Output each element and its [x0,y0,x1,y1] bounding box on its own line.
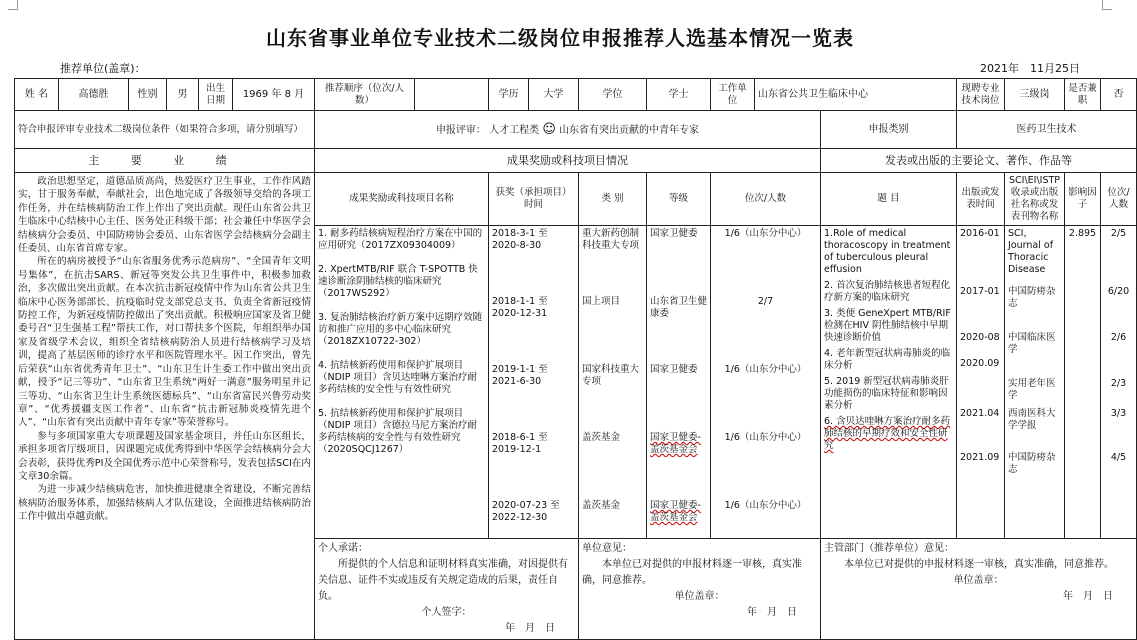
unit-seal-label: 单位盖章： [674,591,725,602]
page-corner-mark [1102,0,1112,10]
achievement-paragraph: 参与多项国家重大专项课题及国家基金项目，并任山东区组长，承担多项省厅级项目，因课题完成优秀得到中华医学会结核病分会大会表彰，获得优秀PI及全国优秀示范中心荣誉称号，发表包括SCI在内文章30余篇。 [18,430,311,482]
achievement-paragraph: 政治思想坚定，道德品质高尚，热爱医疗卫生事业，工作作风踏实，甘于服务奉献，奉献社会，出色地完成了各级领导交给的各项工作任务，并在结核病防治工作上作出了突出贡献。现任山东省公共卫生临床中心结核中心主任、医务处正科级干部；社会兼任中华医学会结核病分会委员、中国防痨协会委员、山东省医学会结核病分会副主任委员、山东省首席专家。 [18,176,311,255]
unit-opinion-label: 单位意见： [582,543,633,554]
education-label: 学历 [489,79,529,111]
achievement-paragraph: 所在的病房被授予“山东省服务优秀示范病房”、“全国青年文明号集体”，在抗击SARS、新冠等突发公共卫生事件中，积极参加救治，多次做出突出贡献。在本次抗击新冠疫情中作为山东省公共卫生临床中心医务部部长、抗疫临时党支部党总支书、负责全省新冠疫情防控工作，为新冠疫情防控做出了突出贡献。积极响应国家及省卫健委号召“卫生强基工程”帮扶工作，对口帮扶多个医院，年组织举办国家及省级学术会议，组织全省结核病防治人员进行结核病学习及培训，提高了基层医师的诊疗水平和医院管理水平。因工作突出，曾先后荣获“山东省优秀青年卫士”、“山东卫生计生委工作中做出突出贡献，授予“记三等功”、“山东省卫生系统“两好一满意”服务明星并记三等功、“山东省卫生计生系统医德标兵”、“山东省富民兴鲁劳动奖章”、“优秀援疆支医工作者”、山东省“抗击新冠肺炎疫情先进个人”、“山东省有突出贡献中青年专家”等荣誉称号。 [18,256,311,429]
paper-titles-col [821,226,957,539]
order-value [415,79,489,111]
paper-journal: 中国防痨杂志 [1008,452,1056,475]
paper-time: 2021.04 [960,408,1000,419]
award-name: 4. 抗结核新药使用和保护扩展项目（NDIP 项目）含贝达喹啉方案治疗耐多药结核的安全性与有效性研究 [318,360,477,395]
dept-date: 年 月 日 [1063,591,1114,602]
current-post-label: 现聘专业技术岗位 [957,79,1005,111]
award-level: 山东省卫生健康委 [650,296,708,319]
award-ranks-col [711,226,821,539]
education-value: 大学 [529,79,579,111]
paper-journal: 中国临床医学 [1008,332,1056,355]
column-header-row [15,173,1137,226]
personal-date: 年 月 日 [505,623,556,634]
concurrent-value: 否 [1101,79,1137,111]
papers-header: 发表或出版的主要论文、著作、作品等 [821,149,1137,173]
award-name: 5. 抗结核新药使用和保护扩展项目（NDIP 项目）含德拉马尼方案治疗耐多药结核病的安全性与有效性研究（2020SQCJ1267） [318,408,477,455]
award-time: 2018-6-1 至 2019-12-1 [492,432,548,455]
unit-opinion-text: 本单位已对提供的申报材料逐一审核，真实准确，同意推荐。 [582,559,803,586]
award-time: 2018-1-1 至 2020-12-31 [492,296,548,319]
paper-rank-header: 位次/人数 [1101,173,1137,226]
award-levels-col [647,226,711,539]
dept-opinion-label: 主管部门（推荐单位）意见： [824,543,955,554]
paper-ranks-col [1101,226,1137,539]
main-achievements-header: 主 要 业 绩 [15,149,315,173]
award-name: 3. 复治肺结核治疗新方案中远期疗效随访和推广应用的多中心临床研究（2018ZX10722-302） [318,312,483,347]
review-mark-icon: ☺ [542,121,556,137]
award-rank-header: 位次/人数 [711,173,821,226]
paper-title: 3. 类便 GeneXpert MTB/RIF 检测在HIV 阴性肺结核中早期快速诊断价值 [824,308,951,343]
paper-time: 2020.09 [960,358,1000,369]
achievement-paragraph: 为进一步减少结核病危害，加快推进健康全省建设，不断完善结核病防治服务体系，加强结核病人才队伍建设，全面推进结核病防治工作中做出卓越贡献。 [18,484,311,523]
award-category: 盖茨基金 [582,500,621,511]
paper-impact-header: 影响因子 [1065,173,1101,226]
paper-time-header: 出版或发表时间 [957,173,1005,226]
dept-opinion-cell [821,539,1137,640]
unit-opinion-cell [579,539,821,640]
review-type-cell [315,111,821,149]
paper-title: 1.Role of medical thoracoscopy in treatment of tuberculous pleural effusion [824,228,951,275]
paper-rank: 2/3 [1110,378,1127,389]
gender-label: 性别 [129,79,167,111]
paper-rank: 2/6 [1110,332,1127,343]
personal-commitment-cell [315,539,579,640]
achievements-text [15,173,315,640]
award-category: 国家科技重大专项 [582,364,640,387]
dept-seal-label: 单位盖章： [953,575,1004,586]
award-name-header: 成果奖励或科技项目名称 [315,173,489,226]
paper-rank: 2/5 [1110,228,1127,239]
paper-title: 4. 老年新型冠状病毒肺炎的临床分析 [824,348,951,371]
unit-date: 年 月 日 [747,607,798,618]
award-category-header: 类 别 [579,173,647,226]
paper-journals-col [1005,226,1065,539]
award-time-header: 获奖（承担项目）时间 [489,173,579,226]
paper-time: 2016-01 [960,228,1000,239]
award-time: 2018-3-1 至 2020-8-30 [492,228,548,251]
personal-commitment-label: 个人承诺： [318,543,368,554]
paper-time: 2017-01 [960,286,1000,297]
degree-value: 学士 [647,79,711,111]
award-time: 2020-07-23 至 2022-12-30 [492,500,560,523]
paper-time: 2021.09 [960,452,1000,463]
recommend-unit-label: 推荐单位(盖章)： [60,62,146,75]
paper-journal: 中国防痨杂志 [1008,286,1056,309]
concurrent-label: 是否兼职 [1065,79,1101,111]
paper-rank: 6/20 [1107,286,1130,297]
award-category: 盖茨基金 [582,432,621,443]
review-type-1: 人才工程类 [489,124,540,136]
review-type-label: 申报评审： [435,124,486,136]
degree-label: 学位 [579,79,647,111]
award-level: 国家卫健委-盖茨基金会 [650,432,701,455]
paper-title: 2. 首次复治肺结核患者短程化疗新方案的临床研究 [824,280,951,303]
award-level: 国家卫健委-盖茨基金会 [650,500,701,523]
personal-signature-label: 个人签字： [421,607,472,618]
work-unit-value: 山东省公共卫生临床中心 [755,79,957,111]
award-name: 1. 耐多药结核病短程治疗方案在中国的应用研究（2017ZX09304009） [318,228,483,251]
paper-times-col [957,226,1005,539]
work-unit-label: 工作单位 [711,79,755,111]
category-value: 医药卫生技术 [957,111,1137,149]
name-label: 姓 名 [15,79,59,111]
order-label: 推荐顺序（位次/人数） [315,79,415,111]
conditions-label: 符合申报评审专业技术二级岗位条件（如果符合多项，请分别填写） [15,111,315,149]
paper-impact: 2.895 [1068,228,1097,239]
award-rank: 1/6（山东分中心） [724,364,807,375]
paper-title-header: 题 目 [821,173,957,226]
awards-projects-header: 成果奖励或科技项目情况 [315,149,821,173]
section-header-row [15,149,1137,173]
award-time: 2019-1-1 至 2021-6-30 [492,364,548,387]
name-value: 高德胜 [59,79,129,111]
gender-value: 男 [167,79,199,111]
paper-impact-col [1065,226,1101,539]
paper-rank: 3/3 [1110,408,1127,419]
paper-journal: 实用老年医学 [1008,378,1056,401]
birth-label: 出生日期 [199,79,233,111]
award-category: 国上项目 [582,296,621,307]
birth-value: 1969 年 8 月 [233,79,315,111]
paper-rank: 4/5 [1110,452,1127,463]
paper-journal-header: SCI\EI\ISTP 收录或出版社名称或发表刊物名称 [1005,173,1065,226]
paper-journal: SCI，Journal of Thoracic Disease [1008,228,1054,275]
conditions-row [15,111,1137,149]
dept-opinion-text: 本单位已对提供的申报材料逐一审核，真实准确，同意推荐。 [844,559,1115,570]
page-corner-mark [8,0,18,10]
award-categories-col [579,226,647,539]
award-rank: 1/6（山东分中心） [724,228,807,239]
paper-title: 5. 2019 新型冠状病毒肺炎肝功能损伤的临床特征和影响因素分析 [824,376,949,411]
award-level: 国家卫健委 [650,228,698,239]
review-type-2: 山东省有突出贡献的中青年专家 [559,124,700,136]
basic-info-row [15,79,1137,111]
current-post-value: 三级岗 [1005,79,1065,111]
award-names-col [315,226,489,539]
document-title: 山东省事业单位专业技术二级岗位申报推荐人选基本情况一览表 [266,26,854,50]
award-name: 2. XpertMTB/RIF 联合 T-SPOTTB 快速诊断涂阴肺结核的临床研究（2017WS292） [318,264,478,299]
award-rank: 1/6（山东分中心） [724,432,807,443]
candidate-info-table [14,78,1137,640]
award-level-header: 等级 [647,173,711,226]
document-date: 2021年 11月25日 [980,62,1080,75]
paper-journal: 西南医科大学学报 [1008,408,1056,431]
award-times-col [489,226,579,539]
personal-commitment-text: 所提供的个人信息和证明材料真实准确，对因提供有关信息、证件不实或违反有关规定造成的后果，责任自负。 [318,559,568,602]
award-level: 国家卫健委 [650,364,698,375]
paper-title: 6. 含贝达喹啉方案治疗耐多药肺结核的早期疗效和安全性研究 [824,416,951,451]
award-category: 重大新药创制科技重大专项 [582,228,640,251]
award-rank: 2/7 [757,296,774,307]
category-label: 申报类别 [821,111,957,149]
award-rank: 1/6（山东分中心） [724,500,807,511]
paper-time: 2020-08 [960,332,1000,343]
